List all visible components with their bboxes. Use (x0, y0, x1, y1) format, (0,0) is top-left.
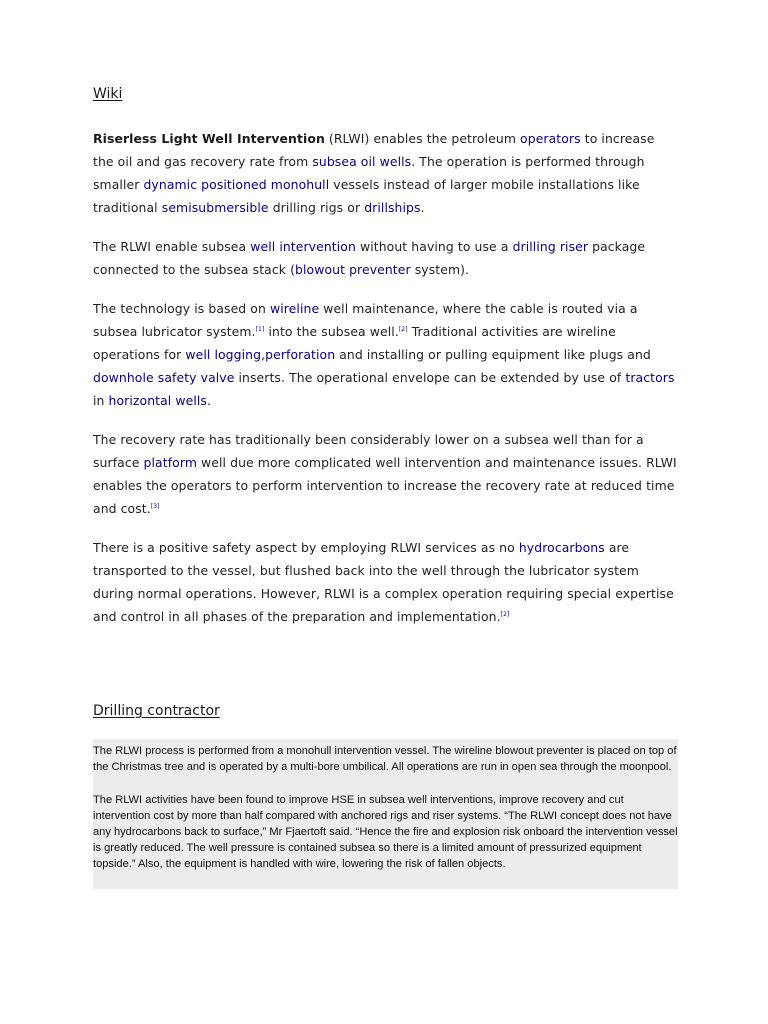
wiki-paragraph-2 (93, 235, 678, 281)
text-span: , (261, 347, 266, 362)
wiki-paragraph-4 (93, 428, 678, 520)
citation-ref-1[interactable]: [1] (255, 326, 265, 333)
citation-ref-3[interactable]: [3] (150, 503, 160, 510)
link-operators[interactable]: operators (520, 131, 581, 146)
wiki-article-body (93, 127, 678, 644)
text-span: . The operation is performed through smaller (93, 154, 645, 192)
text-span: in (93, 393, 109, 408)
text-span: Traditional activities are wireline operations for (93, 324, 616, 362)
text-span: into the subsea well. (264, 324, 399, 339)
link-horizontal-wells[interactable]: horizontal wells (108, 393, 207, 408)
text-span: vessels instead of larger mobile installations like traditional (93, 177, 640, 215)
wiki-heading: Wiki (93, 86, 123, 102)
text-span: to increase the oil and gas recovery rate from (93, 131, 655, 169)
link-downhole-safety-valve[interactable]: downhole safety valve (93, 370, 235, 385)
text-span: The RLWI enable subsea (93, 239, 251, 254)
link-drilling-riser[interactable]: drilling riser (512, 239, 589, 254)
link-well-intervention[interactable]: well intervention (250, 239, 356, 254)
text-span: and installing or pulling equipment like plugs and (335, 347, 651, 362)
link-wireline[interactable]: wireline (269, 301, 320, 316)
text-span: package connected to the subsea stack ( (93, 239, 646, 277)
wiki-paragraph-3 (93, 297, 678, 412)
text-span: (RLWI) enables the petroleum (324, 131, 521, 146)
drilling-contractor-quote-box (93, 739, 678, 889)
link-perforation[interactable]: perforation (265, 347, 336, 362)
link-drillships[interactable]: drillships (364, 200, 421, 215)
text-span: well maintenance, where the cable is routed via a subsea lubricator system. (93, 301, 638, 339)
text-span: well due more complicated well intervention and maintenance issues. RLWI enables the operators to perform intervention to increase the recovery rate at reduced time and cost. (93, 455, 677, 516)
link-semisubmersible[interactable]: semisubmersible (161, 200, 269, 215)
wiki-paragraph-5 (93, 536, 678, 628)
citation-ref-2[interactable]: [2] (500, 611, 510, 618)
contractor-paragraph-2: The RLWI activities have been found to improve HSE in subsea well interventions, improve recovery and cut intervention cost by more than half compared with anchored rigs and riser systems. “The RLWI concept does not have any hydrocarbons back to surface,” Mr Fjaertoft said. “Hence the fire and explosion risk onboard the intervention vessel is greatly reduced. The well pressure is contained subsea so there is a limited amount of pressurized equipment topside.” Also, the equipment is handled with wire, lowering the risk of fallen objects. (93, 794, 678, 870)
text-span: drilling rigs or (268, 200, 365, 215)
link-tractors[interactable]: tractors (625, 370, 675, 385)
wiki-paragraph-1 (93, 127, 678, 219)
text-span: . (420, 200, 425, 215)
contractor-paragraph-1: The RLWI process is performed from a monohull intervention vessel. The wireline blowout preventer is placed on top of the Christmas tree and is operated by a multi-bore umbilical. All operations are run in open sea through the moonpool. (93, 745, 677, 773)
text-span: The technology is based on (93, 301, 270, 316)
link-platform[interactable]: platform (143, 455, 197, 470)
link-well-logging[interactable]: well logging (185, 347, 262, 362)
text-span: system). (410, 262, 470, 277)
text-span: The recovery rate has traditionally been considerably lower on a subsea well than for a surface (93, 432, 644, 470)
text-span: . (207, 393, 212, 408)
text-span: inserts. The operational envelope can be extended by use of (234, 370, 626, 385)
text-span: without having to use a (355, 239, 513, 254)
link-blowout-preventer[interactable]: blowout preventer (295, 262, 411, 277)
link-subsea-oil-wells[interactable]: subsea oil wells (312, 154, 412, 169)
article-title-bold: Riserless Light Well Intervention (93, 131, 325, 146)
citation-ref-2[interactable]: [2] (398, 326, 408, 333)
link-dynamic-positioned-monohull[interactable]: dynamic positioned monohull (143, 177, 330, 192)
text-span: are transported to the vessel, but flushed back into the well through the lubricator system during normal operations. However, RLWI is a complex operation requiring special expertise and control in all phases of the preparation and implementation. (93, 540, 674, 624)
text-span: There is a positive safety aspect by employing RLWI services as no (93, 540, 519, 555)
link-hydrocarbons[interactable]: hydrocarbons (518, 540, 605, 555)
drilling-contractor-heading: Drilling contractor (93, 703, 220, 719)
